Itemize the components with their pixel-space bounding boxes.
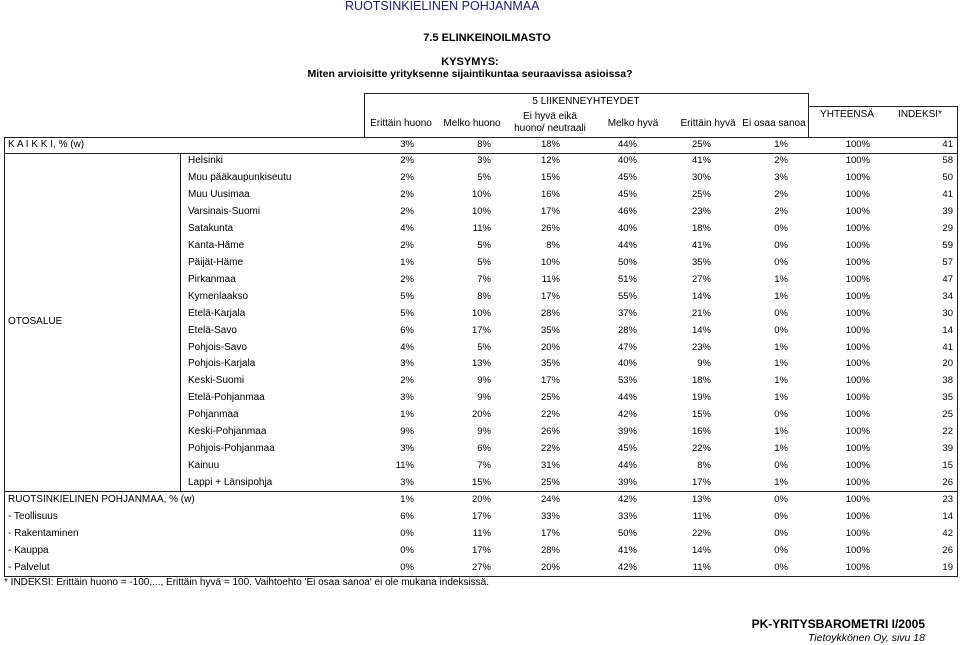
row-label: Satakunta [188, 223, 234, 235]
row-label: Keski-Pohjanmaa [188, 426, 267, 438]
cell-melko-huono: 8% [477, 138, 491, 150]
cell-neutraali: 16% [540, 189, 560, 201]
cell-erittain-huono: 4% [400, 341, 414, 353]
cell-indeksi: 57 [942, 256, 953, 268]
column-header-neutraali: Ei hyvä eikä huono/ neutraali [514, 111, 586, 134]
column-header-erittain-huono: Erittäin huono [370, 118, 432, 129]
cell-melko-huono: 10% [471, 206, 491, 218]
column-header-melko-hyva: Melko hyvä [607, 118, 659, 129]
cell-ei-osaa-sanoa: 0% [774, 527, 788, 539]
table-row-otosalue [0, 187, 960, 204]
column-header-indeksi: INDEKSI* [898, 109, 942, 120]
cell-ei-osaa-sanoa: 0% [774, 223, 788, 235]
row-label: Varsinais-Suomi [188, 206, 261, 218]
cell-yhteensa: 100% [845, 561, 870, 573]
table-row-otosalue [0, 340, 960, 357]
cell-yhteensa: 100% [845, 510, 870, 522]
cell-indeksi: 14 [942, 510, 953, 522]
cell-melko-huono: 11% [472, 527, 491, 539]
cell-melko-huono: 17% [471, 324, 491, 336]
cell-erittain-huono: 1% [400, 256, 414, 268]
cell-indeksi: 41 [942, 138, 953, 150]
cell-ei-osaa-sanoa: 0% [774, 510, 788, 522]
cell-neutraali: 10% [540, 256, 560, 268]
cell-neutraali: 17% [540, 206, 560, 218]
cell-indeksi: 39 [942, 443, 953, 455]
cell-erittain-hyva: 18% [691, 223, 711, 235]
cell-erittain-huono: 2% [400, 155, 414, 167]
cell-ei-osaa-sanoa: 0% [774, 459, 788, 471]
cell-ei-osaa-sanoa: 0% [774, 544, 788, 556]
cell-erittain-hyva: 30% [691, 172, 711, 184]
cell-erittain-hyva: 23% [691, 341, 711, 353]
cell-ei-osaa-sanoa: 2% [774, 189, 788, 201]
cell-yhteensa: 100% [845, 476, 870, 488]
cell-yhteensa: 100% [845, 155, 870, 167]
cell-melko-hyva: 40% [617, 358, 637, 370]
cell-melko-hyva: 42% [617, 493, 637, 505]
cell-ei-osaa-sanoa: 0% [774, 409, 788, 421]
row-label: Kanta-Häme [188, 240, 245, 252]
row-label: Päijät-Häme [188, 256, 244, 268]
cell-ei-osaa-sanoa: 3% [774, 172, 788, 184]
cell-erittain-huono: 2% [400, 273, 414, 285]
table-row-otosalue [0, 373, 960, 390]
row-label: K A I K K I, % (w) [8, 138, 85, 150]
cell-melko-huono: 7% [477, 273, 491, 285]
cell-erittain-huono: 0% [400, 561, 414, 573]
cell-melko-hyva: 44% [617, 138, 637, 150]
cell-yhteensa: 100% [845, 273, 870, 285]
cell-indeksi: 19 [942, 561, 953, 573]
row-label: Lappi + Länsipohja [188, 476, 273, 488]
cell-melko-huono: 27% [471, 561, 491, 573]
column-header-yhteensa: YHTEENSÄ [820, 109, 874, 120]
cell-erittain-hyva: 15% [691, 409, 711, 421]
row-label: RUOTSINKIELINEN POHJANMAA, % (w) [8, 493, 195, 505]
cell-melko-huono: 11% [472, 223, 491, 235]
cell-ei-osaa-sanoa: 1% [774, 426, 788, 438]
cell-melko-huono: 7% [477, 459, 491, 471]
table-row-otosalue [0, 153, 960, 170]
cell-erittain-hyva: 25% [691, 138, 711, 150]
cell-neutraali: 11% [541, 273, 560, 285]
cell-neutraali: 22% [540, 409, 560, 421]
cell-yhteensa: 100% [845, 240, 870, 252]
cell-melko-hyva: 44% [617, 459, 637, 471]
cell-ei-osaa-sanoa: 1% [774, 375, 788, 387]
table-row-otosalue [0, 204, 960, 221]
cell-indeksi: 38 [942, 375, 953, 387]
cell-melko-hyva: 45% [617, 189, 637, 201]
section-title: 7.5 ELINKEINOILMASTO [423, 32, 551, 44]
cell-erittain-hyva: 8% [697, 459, 711, 471]
cell-yhteensa: 100% [845, 324, 870, 336]
cell-melko-huono: 15% [471, 476, 491, 488]
cell-melko-huono: 5% [477, 240, 491, 252]
cell-neutraali: 15% [540, 172, 560, 184]
row-label: Kymenlaakso [188, 290, 249, 302]
cell-erittain-huono: 11% [395, 459, 414, 471]
cell-melko-hyva: 55% [617, 290, 637, 302]
cell-erittain-hyva: 23% [691, 206, 711, 218]
row-label: Helsinki [188, 155, 224, 167]
row-label: Muu pääkaupunkiseutu [188, 172, 292, 184]
cell-erittain-hyva: 14% [691, 290, 711, 302]
cell-melko-huono: 5% [477, 256, 491, 268]
cell-erittain-huono: 3% [400, 476, 414, 488]
cell-neutraali: 35% [540, 358, 560, 370]
cell-erittain-hyva: 21% [691, 307, 711, 319]
cell-melko-hyva: 41% [617, 544, 637, 556]
footer-title: PK-YRITYSBAROMETRI I/2005 [751, 617, 925, 631]
page-title: RUOTSINKIELINEN POHJANMAA [345, 0, 540, 13]
cell-yhteensa: 100% [845, 290, 870, 302]
cell-melko-huono: 17% [471, 544, 491, 556]
cell-melko-huono: 13% [471, 358, 491, 370]
cell-erittain-huono: 2% [400, 172, 414, 184]
table-row-otosalue [0, 390, 960, 407]
cell-melko-huono: 9% [477, 392, 491, 404]
column-header-ei-osaa-sanoa: Ei osaa sanoa [742, 118, 806, 129]
cell-ei-osaa-sanoa: 1% [774, 476, 788, 488]
cell-ei-osaa-sanoa: 1% [774, 138, 788, 150]
cell-indeksi: 22 [942, 426, 953, 438]
cell-ei-osaa-sanoa: 1% [774, 341, 788, 353]
cell-indeksi: 41 [942, 341, 953, 353]
cell-neutraali: 12% [540, 155, 560, 167]
cell-melko-huono: 9% [477, 426, 491, 438]
cell-indeksi: 41 [942, 189, 953, 201]
cell-neutraali: 8% [546, 240, 560, 252]
table-row-total [0, 137, 960, 154]
cell-ei-osaa-sanoa: 0% [774, 324, 788, 336]
cell-yhteensa: 100% [845, 544, 870, 556]
cell-yhteensa: 100% [845, 493, 870, 505]
cell-yhteensa: 100% [845, 527, 870, 539]
cell-neutraali: 26% [540, 426, 560, 438]
table-row-industry [0, 560, 960, 577]
row-label: Pohjois-Savo [188, 341, 247, 353]
cell-neutraali: 18% [540, 138, 560, 150]
cell-erittain-hyva: 16% [691, 426, 711, 438]
cell-erittain-huono: 2% [400, 240, 414, 252]
row-label: Muu Uusimaa [188, 189, 250, 201]
cell-erittain-huono: 0% [400, 544, 414, 556]
cell-yhteensa: 100% [845, 409, 870, 421]
cell-erittain-hyva: 41% [691, 155, 711, 167]
cell-indeksi: 26 [942, 476, 953, 488]
cell-neutraali: 25% [540, 392, 560, 404]
cell-neutraali: 35% [540, 324, 560, 336]
cell-erittain-huono: 2% [400, 375, 414, 387]
cell-melko-hyva: 44% [617, 392, 637, 404]
cell-erittain-huono: 3% [400, 358, 414, 370]
cell-neutraali: 26% [540, 223, 560, 235]
cell-indeksi: 59 [942, 240, 953, 252]
table-row-otosalue [0, 424, 960, 441]
cell-erittain-huono: 0% [400, 527, 414, 539]
question-label: KYSYMYS: [441, 56, 499, 68]
table-row-region [0, 492, 960, 509]
cell-melko-huono: 3% [477, 155, 491, 167]
cell-neutraali: 25% [540, 476, 560, 488]
cell-erittain-hyva: 22% [691, 527, 711, 539]
row-label: Pohjois-Pohjanmaa [188, 443, 275, 455]
cell-neutraali: 17% [540, 290, 560, 302]
cell-melko-huono: 10% [471, 307, 491, 319]
cell-neutraali: 22% [540, 443, 560, 455]
row-label: - Palvelut [8, 561, 50, 573]
cell-indeksi: 39 [942, 206, 953, 218]
table-row-otosalue [0, 475, 960, 492]
cell-neutraali: 28% [540, 544, 560, 556]
cell-melko-hyva: 42% [617, 409, 637, 421]
row-label: Pirkanmaa [188, 273, 236, 285]
cell-erittain-hyva: 13% [691, 493, 711, 505]
cell-melko-huono: 17% [471, 510, 491, 522]
cell-indeksi: 34 [942, 290, 953, 302]
table-row-otosalue [0, 238, 960, 255]
cell-erittain-huono: 4% [400, 223, 414, 235]
cell-erittain-hyva: 25% [691, 189, 711, 201]
cell-melko-hyva: 51% [617, 273, 637, 285]
cell-indeksi: 42 [942, 527, 953, 539]
table-row-otosalue [0, 221, 960, 238]
cell-indeksi: 30 [942, 307, 953, 319]
cell-ei-osaa-sanoa: 0% [774, 256, 788, 268]
cell-erittain-huono: 1% [400, 409, 414, 421]
cell-erittain-huono: 9% [400, 426, 414, 438]
cell-neutraali: 17% [540, 527, 560, 539]
group-header: 5 LIIKENNEYHTEYDET [532, 96, 640, 107]
table-row-industry [0, 543, 960, 560]
cell-neutraali: 20% [540, 341, 560, 353]
row-label: - Kauppa [8, 544, 49, 556]
cell-indeksi: 35 [942, 392, 953, 404]
cell-indeksi: 29 [942, 223, 953, 235]
cell-ei-osaa-sanoa: 1% [774, 392, 788, 404]
cell-yhteensa: 100% [845, 341, 870, 353]
otosalue-label: OTOSALUE [8, 316, 63, 327]
cell-erittain-huono: 3% [400, 138, 414, 150]
cell-ei-osaa-sanoa: 1% [774, 273, 788, 285]
footer-subtitle: Tietoykkönen Oy, sivu 18 [807, 632, 925, 644]
row-label: Etelä-Karjala [188, 307, 246, 319]
cell-melko-hyva: 33% [617, 510, 637, 522]
cell-ei-osaa-sanoa: 0% [774, 307, 788, 319]
cell-erittain-huono: 3% [400, 443, 414, 455]
cell-ei-osaa-sanoa: 0% [774, 561, 788, 573]
cell-melko-hyva: 45% [617, 172, 637, 184]
row-label: Etelä-Pohjanmaa [188, 392, 265, 404]
cell-yhteensa: 100% [845, 223, 870, 235]
cell-melko-huono: 5% [477, 172, 491, 184]
cell-erittain-huono: 5% [400, 307, 414, 319]
cell-yhteensa: 100% [845, 256, 870, 268]
cell-yhteensa: 100% [845, 189, 870, 201]
cell-yhteensa: 100% [845, 426, 870, 438]
table-row-industry [0, 526, 960, 543]
cell-indeksi: 15 [942, 459, 953, 471]
row-label: Pohjois-Karjala [188, 358, 256, 370]
row-label: - Rakentaminen [8, 527, 79, 539]
table-row-otosalue [0, 289, 960, 306]
cell-erittain-huono: 2% [400, 189, 414, 201]
cell-indeksi: 20 [942, 358, 953, 370]
table-row-otosalue [0, 356, 960, 373]
cell-melko-huono: 5% [477, 341, 491, 353]
cell-melko-huono: 6% [477, 443, 491, 455]
cell-erittain-hyva: 18% [691, 375, 711, 387]
cell-erittain-hyva: 11% [692, 561, 711, 573]
cell-melko-hyva: 53% [617, 375, 637, 387]
cell-melko-hyva: 39% [617, 426, 637, 438]
cell-neutraali: 33% [540, 510, 560, 522]
cell-neutraali: 31% [540, 459, 560, 471]
cell-indeksi: 14 [942, 324, 953, 336]
table-row-otosalue [0, 458, 960, 475]
table-row-otosalue [0, 441, 960, 458]
cell-erittain-huono: 6% [400, 324, 414, 336]
cell-ei-osaa-sanoa: 2% [774, 206, 788, 218]
cell-indeksi: 58 [942, 155, 953, 167]
cell-melko-huono: 20% [471, 409, 491, 421]
row-label: - Teollisuus [8, 510, 58, 522]
cell-ei-osaa-sanoa: 1% [774, 290, 788, 302]
cell-melko-hyva: 47% [617, 341, 637, 353]
cell-erittain-hyva: 27% [691, 273, 711, 285]
cell-erittain-huono: 3% [400, 392, 414, 404]
table-row-industry [0, 509, 960, 526]
cell-erittain-huono: 5% [400, 290, 414, 302]
cell-yhteensa: 100% [845, 138, 870, 150]
cell-melko-hyva: 39% [617, 476, 637, 488]
cell-erittain-hyva: 11% [692, 510, 711, 522]
cell-erittain-hyva: 35% [691, 256, 711, 268]
cell-melko-hyva: 44% [617, 240, 637, 252]
cell-neutraali: 20% [540, 561, 560, 573]
cell-melko-hyva: 50% [617, 527, 637, 539]
cell-yhteensa: 100% [845, 206, 870, 218]
cell-ei-osaa-sanoa: 1% [774, 443, 788, 455]
table-row-otosalue [0, 323, 960, 340]
cell-erittain-hyva: 14% [691, 544, 711, 556]
cell-erittain-hyva: 9% [697, 358, 711, 370]
cell-yhteensa: 100% [845, 307, 870, 319]
cell-erittain-huono: 6% [400, 510, 414, 522]
cell-melko-hyva: 40% [617, 155, 637, 167]
cell-melko-hyva: 45% [617, 443, 637, 455]
cell-melko-huono: 20% [471, 493, 491, 505]
row-label: Etelä-Savo [188, 324, 237, 336]
table-row-otosalue [0, 255, 960, 272]
cell-ei-osaa-sanoa: 1% [774, 358, 788, 370]
cell-melko-hyva: 28% [617, 324, 637, 336]
cell-ei-osaa-sanoa: 0% [774, 240, 788, 252]
cell-ei-osaa-sanoa: 0% [774, 493, 788, 505]
footnote: * INDEKSI: Erittäin huono = -100,..., Erittäin hyvä = 100. Vaihtoehto 'Ei osaa sanoa' ei ole mukana indeksissä. [4, 577, 490, 588]
table-row-otosalue [0, 170, 960, 187]
cell-neutraali: 24% [540, 493, 560, 505]
cell-ei-osaa-sanoa: 2% [774, 155, 788, 167]
cell-melko-hyva: 50% [617, 256, 637, 268]
cell-erittain-hyva: 41% [691, 240, 711, 252]
table-row-otosalue [0, 407, 960, 424]
cell-erittain-huono: 1% [400, 493, 414, 505]
cell-neutraali: 28% [540, 307, 560, 319]
table-row-otosalue [0, 306, 960, 323]
cell-erittain-hyva: 17% [691, 476, 711, 488]
column-header-erittain-hyva: Erittäin hyvä [680, 118, 736, 129]
table-row-otosalue [0, 272, 960, 289]
cell-melko-huono: 10% [471, 189, 491, 201]
cell-melko-huono: 9% [477, 375, 491, 387]
cell-melko-hyva: 46% [617, 206, 637, 218]
cell-indeksi: 25 [942, 409, 953, 421]
cell-erittain-hyva: 19% [691, 392, 711, 404]
column-header-melko-huono: Melko huono [443, 118, 501, 129]
cell-erittain-hyva: 22% [691, 443, 711, 455]
cell-melko-hyva: 42% [617, 561, 637, 573]
row-label: Kainuu [188, 459, 220, 471]
cell-yhteensa: 100% [845, 375, 870, 387]
cell-melko-hyva: 37% [617, 307, 637, 319]
cell-indeksi: 50 [942, 172, 953, 184]
cell-melko-hyva: 40% [617, 223, 637, 235]
cell-erittain-hyva: 14% [691, 324, 711, 336]
cell-neutraali: 17% [540, 375, 560, 387]
row-label: Pohjanmaa [188, 409, 239, 421]
row-label: Keski-Suomi [188, 375, 245, 387]
cell-melko-huono: 8% [477, 290, 491, 302]
cell-yhteensa: 100% [845, 358, 870, 370]
cell-yhteensa: 100% [845, 172, 870, 184]
cell-yhteensa: 100% [845, 443, 870, 455]
cell-yhteensa: 100% [845, 392, 870, 404]
cell-indeksi: 26 [942, 544, 953, 556]
cell-erittain-huono: 2% [400, 206, 414, 218]
cell-indeksi: 47 [942, 273, 953, 285]
cell-yhteensa: 100% [845, 459, 870, 471]
question-text: Miten arvioisitte yrityksenne sijaintikuntaa seuraavissa asioissa? [307, 68, 633, 80]
cell-indeksi: 23 [942, 493, 953, 505]
